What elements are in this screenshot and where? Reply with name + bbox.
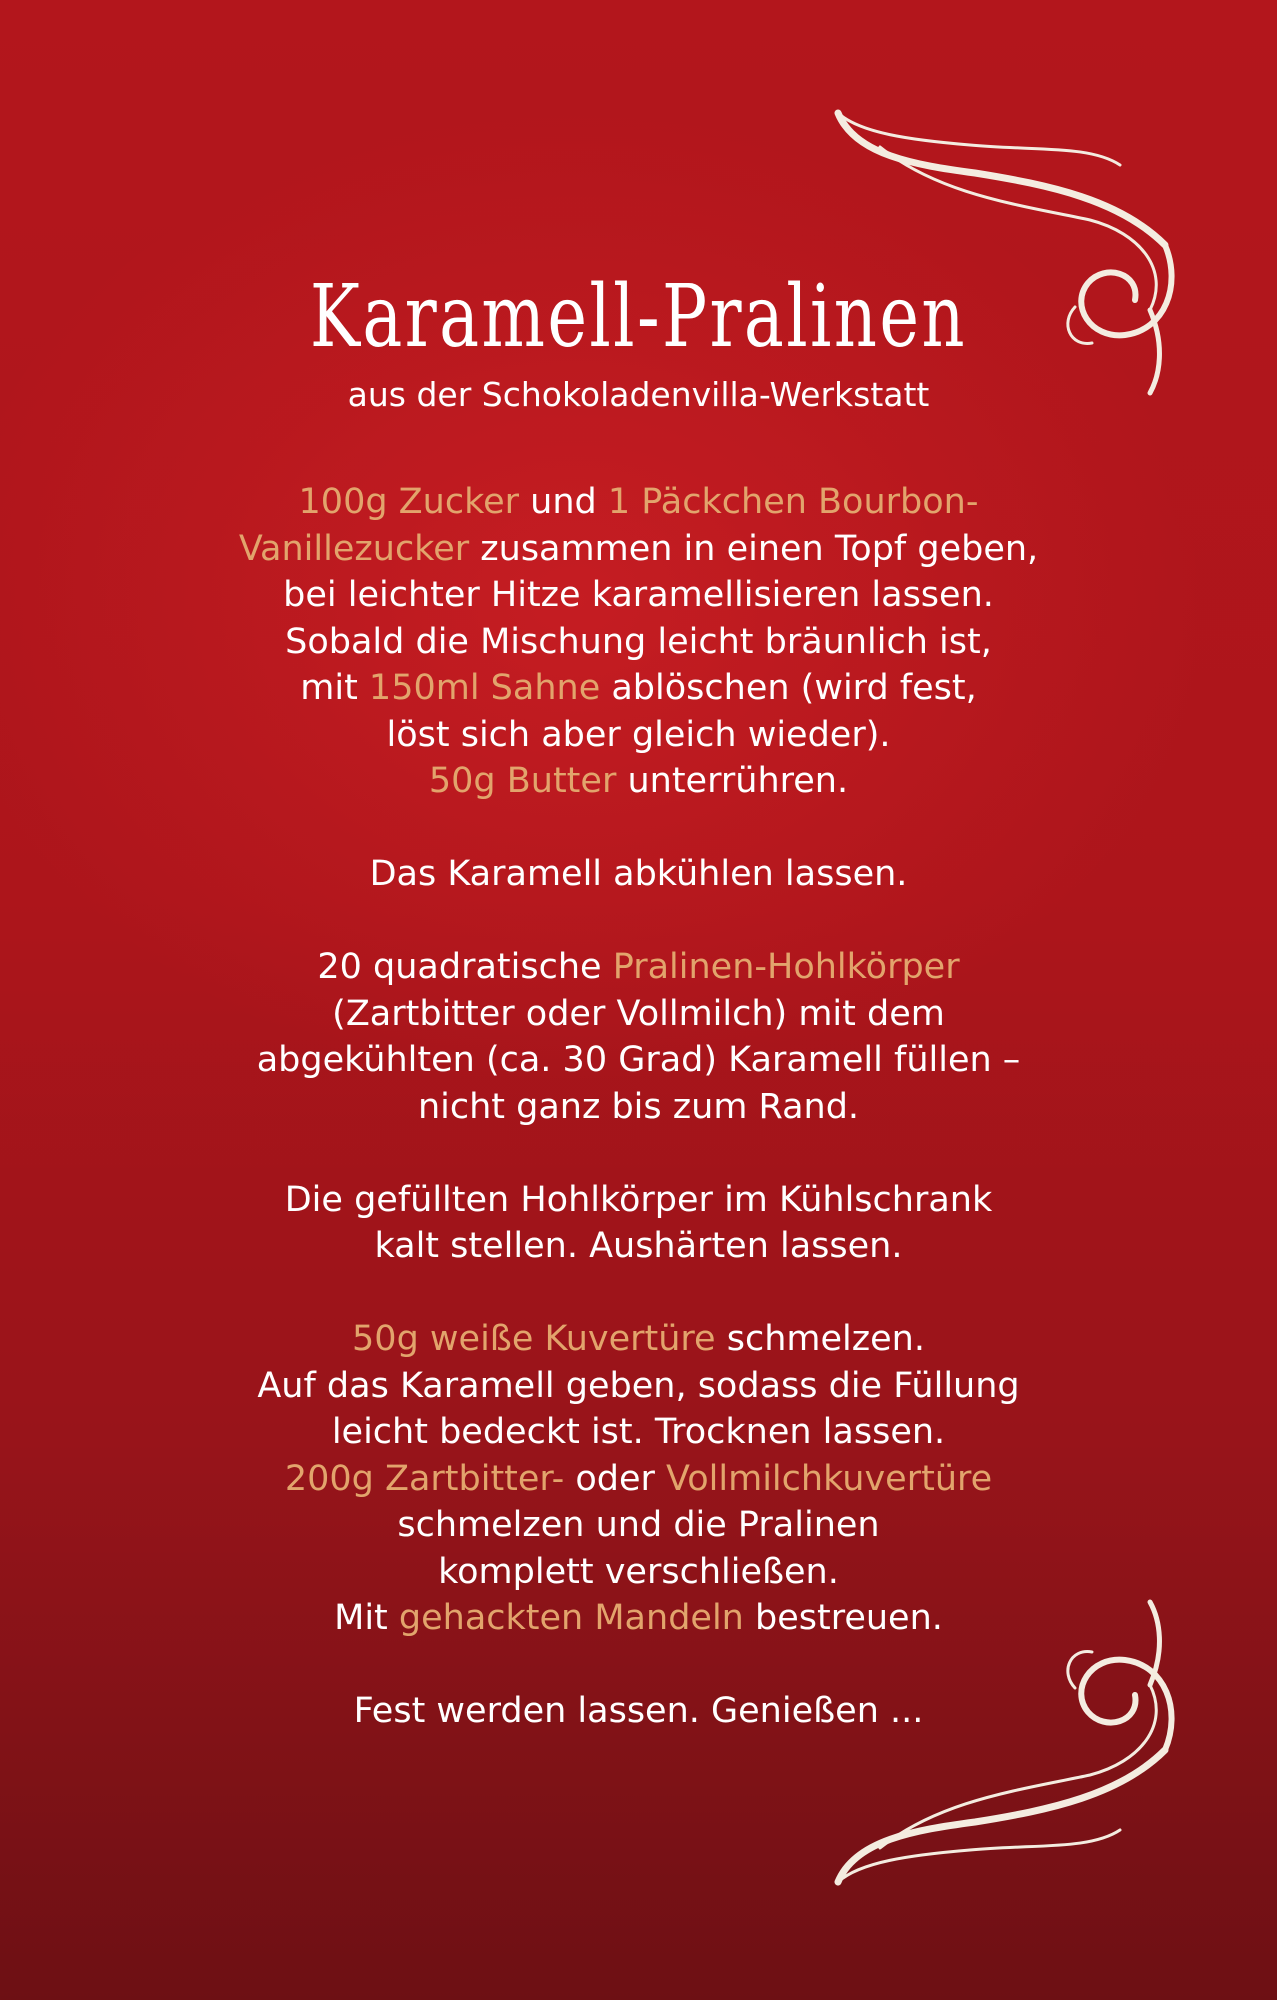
- text-line: [100, 526, 1177, 573]
- step-chill: [100, 1177, 1177, 1270]
- recipe-subtitle: aus der Schokoladenvilla-Werkstatt: [347, 375, 930, 414]
- text-line: leicht bedeckt ist. Trocknen lassen.: [331, 1412, 946, 1452]
- text-line: bei leichter Hitze karamellisieren lassen.: [283, 575, 994, 615]
- ingredient-highlight: 100g Zucker: [298, 482, 520, 522]
- text-line: [100, 1595, 1177, 1642]
- text-line: löst sich aber gleich wieder).: [386, 714, 891, 755]
- paragraph-gap: [100, 1642, 1177, 1689]
- ingredient-highlight: Vanillezucker: [238, 528, 470, 569]
- text-line: abgekühlten (ca. 30 Grad) Karamell füllen –: [256, 1040, 1021, 1080]
- text-line: [100, 665, 1177, 712]
- text-line: [100, 1456, 1177, 1503]
- text-line: [100, 758, 1177, 805]
- step-coat: [100, 1316, 1177, 1642]
- line-text: Mit: [334, 1598, 399, 1638]
- step-caramelize: [100, 479, 1177, 805]
- step-cool: [100, 851, 1177, 898]
- text-line: Fest werden lassen. Genießen ...: [353, 1691, 924, 1731]
- ingredient-highlight: 150ml Sahne: [368, 668, 601, 708]
- ingredient-highlight: Vollmilchkuvertüre: [666, 1458, 993, 1499]
- recipe-instructions: [100, 479, 1177, 1735]
- line-text: mit: [300, 668, 369, 708]
- paragraph-gap: [100, 1130, 1177, 1177]
- line-text: ablöschen (wird fest,: [600, 668, 977, 708]
- ingredient-highlight: 50g Butter: [428, 761, 617, 801]
- line-text: bestreuen.: [743, 1598, 943, 1638]
- ingredient-highlight: gehackten Mandeln: [398, 1598, 744, 1638]
- line-text: zusammen in einen Topf geben,: [469, 528, 1039, 569]
- line-text: 20 quadratische: [317, 947, 613, 987]
- text-line: Sobald die Mischung leicht bräunlich ist,: [285, 621, 992, 662]
- line-text: schmelzen.: [715, 1319, 925, 1359]
- ingredient-highlight: 1 Päckchen Bourbon-: [607, 482, 979, 522]
- text-line: (Zartbitter oder Vollmilch) mit dem: [332, 993, 945, 1034]
- text-line: Die gefüllten Hohlkörper im Kühlschrank: [284, 1179, 993, 1220]
- line-text: und: [519, 482, 608, 522]
- text-line: komplett verschließen.: [438, 1551, 839, 1592]
- text-line: [100, 1316, 1177, 1363]
- text-line: schmelzen und die Pralinen: [397, 1505, 880, 1545]
- paragraph-gap: [100, 898, 1177, 945]
- paragraph-gap: [100, 1270, 1177, 1317]
- text-line: Auf das Karamell geben, sodass die Füllung: [257, 1365, 1020, 1406]
- step-fill: [100, 944, 1177, 1130]
- text-line: [100, 944, 1177, 991]
- text-line: [100, 479, 1177, 526]
- text-line: Das Karamell abkühlen lassen.: [369, 854, 908, 894]
- paragraph-gap: [100, 805, 1177, 852]
- step-finish: [100, 1688, 1177, 1735]
- line-text: oder: [564, 1458, 667, 1499]
- text-line: nicht ganz bis zum Rand.: [417, 1086, 860, 1127]
- recipe-title: Karamell-Pralinen: [309, 267, 967, 367]
- line-text: unterrühren.: [616, 761, 849, 801]
- text-line: kalt stellen. Aushärten lassen.: [374, 1226, 903, 1266]
- ingredient-highlight: Pralinen-Hohlkörper: [612, 947, 960, 987]
- ingredient-highlight: 200g Zartbitter-: [284, 1458, 565, 1499]
- ingredient-highlight: 50g weiße Kuvertüre: [352, 1319, 716, 1359]
